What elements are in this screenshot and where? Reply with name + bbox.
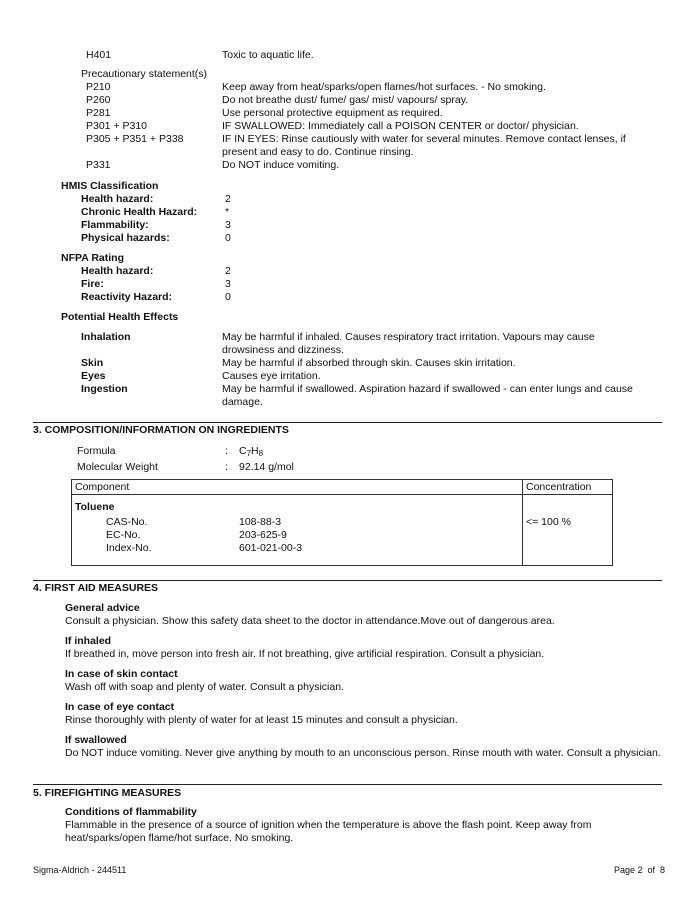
precautionary-code: P281 (86, 107, 111, 119)
nfpa-label: Health hazard: (81, 265, 154, 277)
section-divider (33, 784, 662, 785)
nfpa-label: Reactivity Hazard: (81, 291, 173, 303)
section-divider (33, 580, 662, 581)
precautionary-text: Do not breathe dust/ fume/ gas/ mist/ vapours/ spray. (222, 94, 469, 106)
precautionary-text: IF SWALLOWED: Immediately call a POISON CENTER or doctor/ physician. (222, 120, 579, 132)
component-id-value: 601-021-00-3 (239, 542, 303, 554)
nfpa-heading: NFPA Rating (61, 252, 124, 264)
component-id-value: 203-625-9 (239, 529, 287, 541)
molecular-weight-value: 92.14 g/mol (239, 461, 294, 473)
hmis-value: * (225, 206, 230, 218)
hmis-value: 2 (225, 193, 231, 205)
molecular-weight-colon: : (225, 461, 228, 473)
nfpa-value: 2 (225, 265, 231, 277)
firefighting-text: Flammable in the presence of a source of ignition when the temperature is above the flash point. Keep away from heat/sparks/open flame/hot surface. No smoking. (65, 819, 592, 844)
component-id-label: Index-No. (106, 542, 152, 554)
precautionary-code: P301 + P310 (86, 120, 148, 132)
health-effect-text: May be harmful if inhaled. Causes respiratory tract irritation. Vapours may cause drowsiness and dizziness. (222, 331, 595, 356)
health-effect-text: May be harmful if absorbed through skin. Causes skin irritation. (222, 357, 516, 369)
precautionary-text: IF IN EYES: Rinse cautiously with water for several minutes. Remove contact lenses, if present and easy to do. Continue rinsing. (222, 133, 626, 158)
first-aid-text: Wash off with soap and plenty of water. Consult a physician. (65, 681, 344, 693)
first-aid-heading: In case of eye contact (65, 701, 175, 713)
table-header-component: Component (75, 481, 130, 493)
component-name: Toluene (75, 501, 115, 513)
hmis-label: Flammability: (81, 219, 149, 231)
nfpa-value: 0 (225, 291, 231, 303)
precautionary-text: Use personal protective equipment as required. (222, 107, 443, 119)
precautionary-code: P210 (86, 81, 111, 93)
precautionary-text: Keep away from heat/sparks/open flames/hot surfaces. - No smoking. (222, 81, 546, 93)
hazard-text: Toxic to aquatic life. (222, 49, 314, 61)
hazard-code: H401 (86, 49, 112, 61)
first-aid-text: Do NOT induce vomiting. Never give anything by mouth to an unconscious person. Rinse mouth with water. Consult a physician. (65, 747, 661, 759)
health-effect-label: Skin (81, 357, 104, 369)
section-5-title: 5. FIREFIGHTING MEASURES (33, 787, 182, 799)
hmis-label: Chronic Health Hazard: (81, 206, 198, 218)
footer-page-number: Page 2 of 8 (614, 865, 666, 875)
first-aid-text: Consult a physician. Show this safety data sheet to the doctor in attendance.Move out of dangerous area. (65, 615, 555, 627)
formula-value: $C_7H_8$ (239, 445, 264, 458)
nfpa-label: Fire: (81, 278, 104, 290)
precautionary-heading: Precautionary statement(s) (81, 68, 208, 80)
health-effect-text: May be harmful if swallowed. Aspiration hazard if swallowed - can enter lungs and cause damage. (222, 383, 633, 408)
first-aid-heading: If inhaled (65, 635, 112, 647)
formula-colon: : (225, 445, 228, 457)
health-effect-text: Causes eye irritation. (222, 370, 321, 382)
hmis-value: 3 (225, 219, 231, 231)
first-aid-text: Rinse thoroughly with plenty of water for at least 15 minutes and consult a physician. (65, 714, 458, 726)
precautionary-text: Do NOT induce vomiting. (222, 159, 340, 171)
precautionary-code: P305 + P351 + P338 (86, 133, 184, 145)
section-3-title: 3. COMPOSITION/INFORMATION ON INGREDIENTS (33, 424, 289, 436)
firefighting-heading: Conditions of flammability (65, 806, 197, 818)
hmis-label: Health hazard: (81, 193, 154, 205)
formula-label: Formula (77, 445, 116, 457)
hmis-heading: HMIS Classification (61, 180, 159, 192)
first-aid-text: If breathed in, move person into fresh air. If not breathing, give artificial respiration. Consult a physician. (65, 648, 545, 660)
component-id-label: CAS-No. (106, 516, 148, 528)
health-effect-label: Inhalation (81, 331, 131, 343)
table-column-divider (522, 480, 523, 565)
precautionary-code: P260 (86, 94, 111, 106)
table-header-concentration: Concentration (526, 481, 592, 493)
component-concentration: <= 100 % (526, 516, 571, 528)
health-effects-heading: Potential Health Effects (61, 311, 179, 323)
component-id-label: EC-No. (106, 529, 141, 541)
health-effect-label: Eyes (81, 370, 106, 382)
molecular-weight-label: Molecular Weight (77, 461, 158, 473)
first-aid-heading: General advice (65, 602, 140, 614)
first-aid-heading: If swallowed (65, 734, 127, 746)
nfpa-value: 3 (225, 278, 231, 290)
hmis-value: 0 (225, 232, 231, 244)
health-effect-label: Ingestion (81, 383, 128, 395)
section-4-title: 4. FIRST AID MEASURES (33, 582, 159, 594)
hmis-label: Physical hazards: (81, 232, 170, 244)
footer-document-id: Sigma-Aldrich - 244511 (33, 865, 127, 875)
section-divider (33, 422, 662, 423)
first-aid-heading: In case of skin contact (65, 668, 178, 680)
component-id-value: 108-88-3 (239, 516, 282, 528)
precautionary-code: P331 (86, 159, 111, 171)
table-divider (72, 494, 612, 495)
